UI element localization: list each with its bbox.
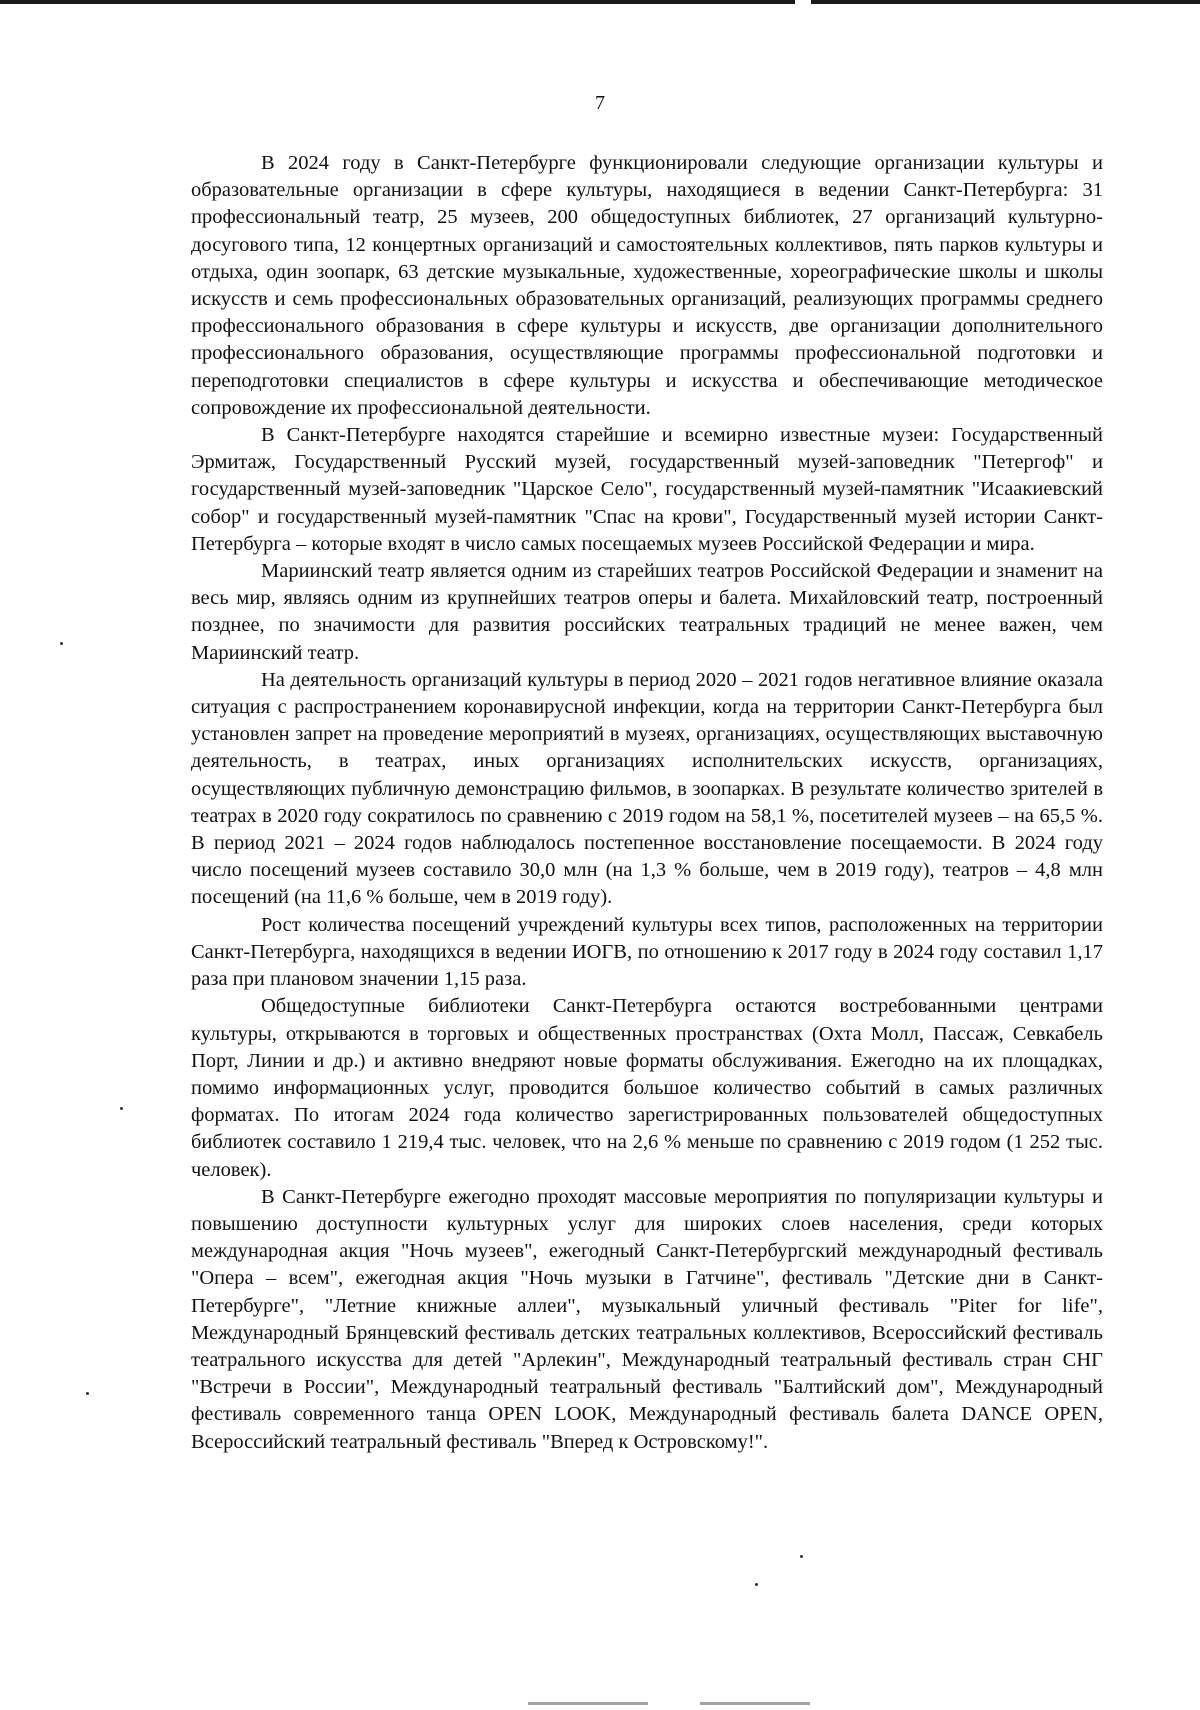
scan-speck [86,1392,89,1395]
paragraph-theatres: Мариинский театр является одним из старейших театров Российской Федерации и знаменит на весь мир, являясь одним из крупнейших театров оперы и балета. Михайловский театр, построенный позднее, по значимости для развития российских театральных традиций не менее важен, чем Мариинский театр. [191,560,1103,664]
paragraph-museums: В Санкт-Петербурге находятся старейшие и всемирно известные музеи: Государственный Эрмитаж, Государственный Русский музей, государственный музей-заповедник "Петергоф" и государственный музей-заповедник "Царское Село", государственный музей-памятник "Исаакиевский собор" и государственный музей-памятник "Спас на крови", Государственный музей истории Санкт-Петербурга – которые входят в число самых посещаемых музеев Российской Федерации и мира. [191,424,1103,555]
paragraph-pandemic-impact: На деятельность организаций культуры в период 2020 – 2021 годов негативное влияние оказала ситуация с распространением коронавирусной инфекции, когда на территории Санкт-Петербурга был установлен запрет на проведение мероприятий в музеях, организациях, осуществляющих выставочную деятельность, в театрах, иных организациях исполнительских искусств, организациях, осуществляющих публичную демонстрацию фильмов, в зоопарках. В результате количество зрителей в театрах в 2020 году сократилось по сравнению с 2019 годом на 58,1 %, посетителей музеев – на 65,5 %. В период 2021 – 2024 годов наблюдалось постепенное восстановление посещаемости. В 2024 году число посещений музеев составило 30,0 млн (на 1,3 % больше, чем в 2019 году), театров – 4,8 млн посещений (на 11,6 % больше, чем в 2019 году). [191,668,1103,909]
scan-smudge [528,1702,648,1705]
paragraph-attendance-growth: Рост количества посещений учреждений культуры всех типов, расположенных на территории Санкт-Петербурга, находящихся в ведении ИОГВ, по отношению к 2017 году в 2024 году составил 1,17 раза при плановом значении 1,15 раза. [191,913,1103,991]
scan-speck [120,1107,123,1110]
top-scan-border [0,0,1200,4]
page-number: 7 [595,92,605,114]
scan-speck [800,1555,803,1558]
scan-speck [755,1583,758,1586]
top-scan-border-gap [795,0,811,4]
scan-speck [60,642,63,645]
paragraph-mass-events: В Санкт-Петербурге ежегодно проходят массовые мероприятия по популяризации культуры и повышению доступности культурных услуг для широких слоев населения, среди которых международная акция "Ночь музеев", ежегодный Санкт-Петербургский международный фестиваль "Опера – всем", ежегодная акция "Ночь музыки в Гатчине", фестиваль "Детские дни в Санкт-Петербурге", "Летние книжные аллеи", музыкальный уличный фестиваль "Piter for life", Международный Брянцевский фестиваль детских театральных коллективов, Всероссийский фестиваль театрального искусства для детей "Арлекин", Международный театральный фестиваль стран СНГ "Встречи в России", Международный театральный фестиваль "Балтийский дом", Международный фестиваль современного танца OPEN LOOK, Международный фестиваль балета DANCE OPEN, Всероссийский театральный фестиваль "Вперед к Островскому!". [191,1185,1103,1453]
scan-smudge [700,1702,810,1705]
document-body [191,150,1103,1456]
paragraph-libraries: Общедоступные библиотеки Санкт-Петербурга остаются востребованными центрами культуры, открываются в торговых и общественных пространствах (Охта Молл, Пассаж, Севкабель Порт, Линии и др.) и активно внедряют новые форматы обслуживания. Ежегодно на их площадках, помимо информационных услуг, проводится большое количество событий в самых различных форматах. По итогам 2024 года количество зарегистрированных пользователей общедоступных библиотек составило 1 219,4 тыс. человек, что на 2,6 % меньше по сравнению с 2019 годом (1 252 тыс. человек). [191,995,1103,1181]
paragraph-cultural-organizations: В 2024 году в Санкт-Петербурге функционировали следующие организации культуры и образовательные организации в сфере культуры, находящиеся в ведении Санкт-Петербурга: 31 профессиональный театр, 25 музеев, 200 общедоступных библиотек, 27 организаций культурно-досугового типа, 12 концертных организаций и самостоятельных коллективов, пять парков культуры и отдыха, один зоопарк, 63 детские музыкальные, художественные, хореографические школы и школы искусств и семь профессиональных образовательных организаций, реализующих программы среднего профессионального образования в сфере культуры и искусств, две организации дополнительного профессионального образования, осуществляющие программы профессиональной подготовки и переподготовки специалистов в сфере культуры и искусства и обеспечивающие методическое сопровождение их профессиональной деятельности. [191,152,1103,419]
